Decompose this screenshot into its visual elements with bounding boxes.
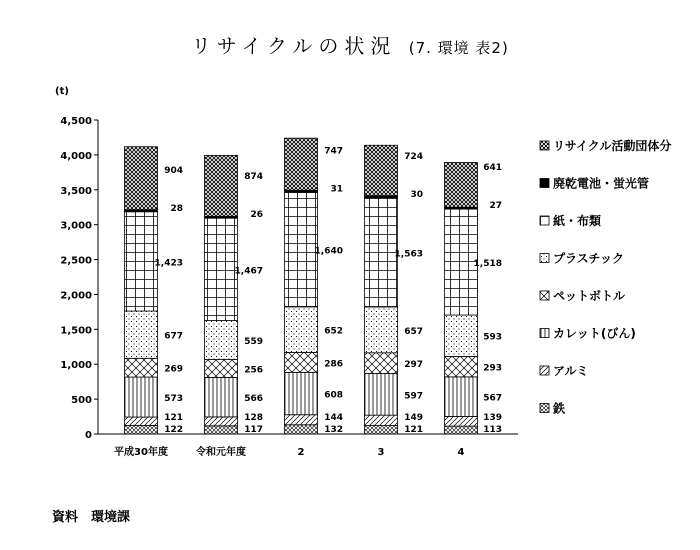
legend-label: 鉄	[553, 401, 566, 416]
data-label: 724	[404, 151, 423, 162]
data-label: 144	[324, 413, 343, 423]
data-label: 286	[324, 359, 343, 370]
legend-label: リサイクル活動団体分	[553, 139, 672, 153]
bar-segment	[125, 425, 158, 434]
data-label: 657	[404, 326, 423, 337]
bar-segment	[365, 145, 398, 196]
legend-label: 紙・布類	[553, 214, 602, 228]
x-ticks	[114, 445, 464, 458]
data-label: 256	[244, 365, 263, 376]
bar-segment	[285, 372, 318, 414]
y-tick-label: 500	[71, 395, 92, 407]
data-label: 593	[483, 332, 502, 343]
data-label: 559	[244, 337, 263, 348]
bar-segment	[445, 356, 478, 376]
y-tick-label: 4,500	[60, 116, 92, 127]
bar-segment	[445, 162, 478, 207]
y-tick-label: 3,500	[60, 185, 92, 197]
data-label: 293	[483, 363, 502, 374]
bar-segment	[285, 138, 318, 190]
y-tick-label: 1,000	[60, 360, 92, 372]
bar-segment	[285, 307, 318, 352]
legend-label: 廃乾電池・蛍光管	[553, 176, 650, 191]
data-label: 608	[324, 390, 343, 401]
data-label: 26	[250, 210, 263, 221]
legend-swatch	[540, 366, 549, 375]
data-label: 573	[164, 394, 183, 405]
bar-segment	[445, 315, 478, 356]
data-label: 128	[244, 413, 263, 423]
bar-segment	[125, 147, 158, 210]
data-label: 139	[483, 413, 502, 423]
bar-segment	[285, 425, 318, 434]
data-label: 566	[244, 394, 263, 405]
bar-segment	[125, 358, 158, 377]
bar-segment	[445, 377, 478, 417]
bar-segment	[125, 377, 158, 417]
data-label: 121	[404, 425, 423, 435]
bar-segment	[205, 218, 238, 320]
legend-swatch	[540, 404, 549, 413]
legend-label: カレット(びん)	[553, 326, 636, 341]
source-note: 資料 環境課	[52, 510, 131, 525]
legend-label: ペットボトル	[553, 289, 626, 303]
bar-segment	[205, 360, 238, 378]
x-tick-label: 2	[297, 447, 305, 458]
data-label: 132	[324, 425, 343, 435]
chart-title-main: リサイクルの状況	[191, 34, 397, 58]
data-label: 27	[489, 201, 502, 212]
data-label: 677	[164, 331, 183, 342]
data-label: 122	[164, 425, 183, 435]
x-tick-label: 平成30年度	[114, 447, 168, 458]
y-axis-unit: (t)	[55, 86, 69, 97]
x-tick-label: 4	[457, 447, 465, 458]
data-label: 567	[483, 393, 502, 404]
y-tick-label: 3,000	[60, 220, 92, 232]
bar-segment	[445, 416, 478, 426]
bar-segment	[365, 307, 398, 353]
bar-segment	[445, 426, 478, 434]
data-label: 747	[324, 146, 343, 157]
legend-swatch	[540, 254, 549, 263]
bar-segment	[365, 198, 398, 307]
data-label: 121	[164, 413, 183, 423]
y-tick-label: 0	[85, 430, 92, 441]
data-label: 30	[410, 189, 423, 200]
data-label: 28	[170, 203, 183, 214]
bar-segment	[125, 212, 158, 311]
data-label: 904	[164, 165, 183, 176]
data-label: 641	[483, 163, 502, 174]
data-label: 1,467	[234, 266, 263, 277]
data-label: 117	[244, 425, 263, 435]
bar-segment	[365, 353, 398, 374]
y-tick-label: 1,500	[60, 325, 92, 337]
data-label: 149	[404, 413, 423, 423]
y-tick-label: 2,000	[60, 290, 92, 302]
bar-segment	[125, 311, 158, 358]
bars	[125, 138, 478, 434]
legend-swatch	[540, 291, 549, 300]
data-label: 297	[404, 360, 423, 371]
bar-segment	[205, 426, 238, 434]
bar-segment	[205, 321, 238, 360]
bar-segment	[365, 374, 398, 416]
data-label: 113	[483, 425, 502, 435]
data-label: 1,563	[394, 249, 423, 260]
bar-segment	[365, 415, 398, 425]
y-tick-label: 4,000	[60, 150, 92, 162]
bar-segment	[365, 426, 398, 434]
x-tick-label: 令和元年度	[196, 447, 246, 458]
data-label: 269	[164, 364, 183, 375]
y-ticks	[60, 116, 98, 441]
legend-swatch	[540, 216, 549, 225]
bar-segment	[285, 192, 318, 306]
bar-segment	[205, 417, 238, 426]
bar-segment	[285, 415, 318, 425]
data-label: 597	[404, 391, 423, 402]
data-label: 652	[324, 326, 343, 337]
legend-label: アルミ	[553, 364, 589, 378]
legend-swatch	[540, 329, 549, 338]
chart-title-sub: (7. 環境 表2)	[408, 39, 509, 57]
bar-segment	[205, 377, 238, 416]
x-tick-label: 3	[377, 447, 385, 458]
y-tick-label: 2,500	[60, 255, 92, 267]
legend	[540, 138, 671, 416]
bar-segment	[285, 352, 318, 372]
data-label: 874	[244, 172, 263, 183]
data-label: 1,640	[314, 246, 343, 257]
legend-swatch	[540, 141, 549, 150]
data-label: 31	[330, 184, 343, 195]
bar-segment	[125, 417, 158, 425]
bar-segment	[205, 155, 238, 216]
data-label: 1,423	[154, 258, 183, 269]
legend-swatch	[540, 179, 549, 188]
legend-label: プラスチック	[553, 251, 625, 266]
data-label: 1,518	[473, 259, 502, 270]
